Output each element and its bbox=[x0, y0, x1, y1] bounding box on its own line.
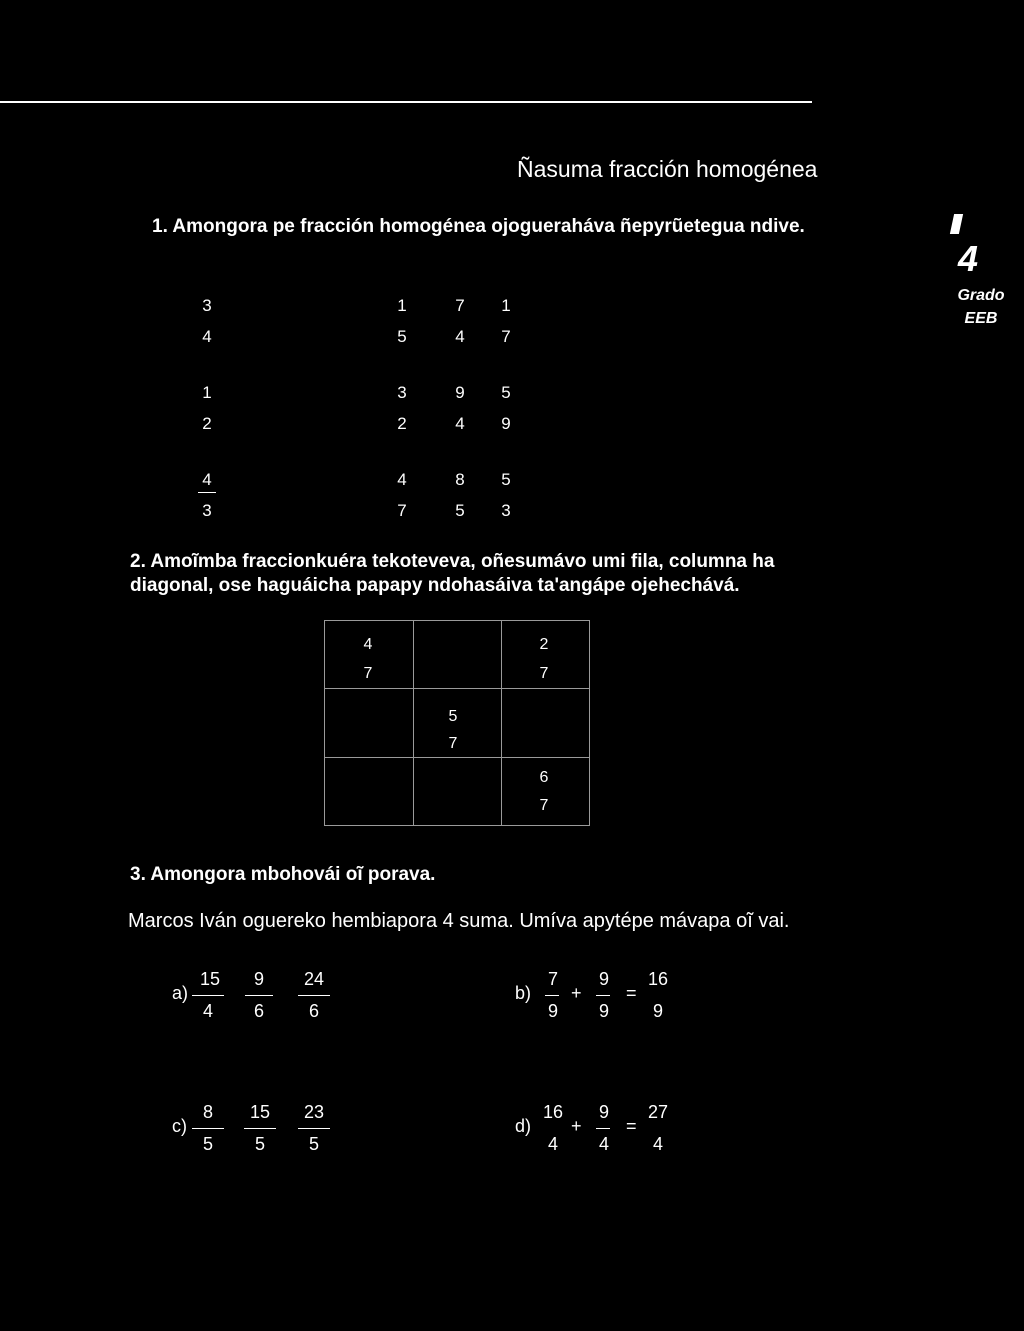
grade-number: 4 bbox=[958, 238, 979, 279]
cell-numerator: 5 bbox=[448, 708, 458, 725]
numerator: 27 bbox=[647, 1102, 669, 1122]
option-numerator: 4 bbox=[397, 470, 407, 489]
denominator: 9 bbox=[547, 1001, 558, 1021]
denominator: 6 bbox=[253, 1001, 264, 1021]
fraction-bar bbox=[192, 995, 224, 996]
grade-label: Grado bbox=[957, 287, 1005, 304]
page-title: Ñasuma fracción homogénea bbox=[517, 156, 818, 182]
denominator: 4 bbox=[598, 1134, 609, 1154]
fraction-bar bbox=[298, 995, 330, 996]
option-numerator: 3 bbox=[397, 383, 407, 402]
top-rule bbox=[0, 101, 812, 103]
equals-sign: = bbox=[626, 1116, 637, 1136]
fraction-bar bbox=[545, 995, 559, 996]
lead-numerator: 4 bbox=[202, 470, 212, 489]
cell-numerator: 2 bbox=[539, 636, 549, 653]
fraction-bar bbox=[244, 1128, 276, 1129]
lead-denominator: 2 bbox=[202, 414, 212, 433]
numerator: 7 bbox=[547, 969, 558, 989]
numerator: 9 bbox=[253, 969, 264, 989]
denominator: 6 bbox=[308, 1001, 319, 1021]
plus-sign: + bbox=[571, 1116, 582, 1136]
option-numerator: 9 bbox=[455, 383, 465, 402]
item-label: c) bbox=[172, 1116, 187, 1136]
numerator: 23 bbox=[303, 1102, 325, 1122]
numerator: 9 bbox=[598, 969, 609, 989]
option-denominator: 9 bbox=[501, 414, 511, 433]
numerator: 9 bbox=[598, 1102, 609, 1122]
fraction-bar bbox=[298, 1128, 330, 1129]
cell-denominator: 7 bbox=[539, 665, 549, 682]
lead-numerator: 1 bbox=[202, 383, 212, 402]
option-numerator: 1 bbox=[501, 296, 511, 315]
question-2-line-1: 2. Amoĩmba fraccionkuéra tekoteveva, oñesumávo umi fila, columna ha bbox=[130, 551, 775, 572]
question-3-sentence: Marcos Iván oguereko hembiapora 4 suma. Umíva apytépe mávapa oĩ vai. bbox=[128, 910, 790, 932]
fraction-bar bbox=[245, 995, 273, 996]
numerator: 16 bbox=[647, 969, 669, 989]
numerator: 16 bbox=[542, 1102, 564, 1122]
numerator: 24 bbox=[303, 969, 325, 989]
option-numerator: 5 bbox=[501, 470, 511, 489]
cell-denominator: 7 bbox=[539, 797, 549, 814]
cell-denominator: 7 bbox=[363, 665, 373, 682]
option-denominator: 4 bbox=[455, 414, 465, 433]
option-numerator: 8 bbox=[455, 470, 465, 489]
option-denominator: 5 bbox=[397, 327, 407, 346]
option-numerator: 1 bbox=[397, 296, 407, 315]
fraction-bar bbox=[596, 1128, 610, 1129]
numerator: 15 bbox=[199, 969, 221, 989]
denominator: 5 bbox=[308, 1134, 319, 1154]
option-numerator: 7 bbox=[455, 296, 465, 315]
lead-denominator: 4 bbox=[202, 327, 212, 346]
denominator: 4 bbox=[547, 1134, 558, 1154]
badge-mark bbox=[950, 214, 963, 234]
item-label: a) bbox=[172, 983, 189, 1003]
option-denominator: 5 bbox=[455, 501, 465, 520]
numerator: 15 bbox=[249, 1102, 271, 1122]
option-denominator: 3 bbox=[501, 501, 511, 520]
option-numerator: 5 bbox=[501, 383, 511, 402]
grid-line bbox=[325, 757, 589, 758]
option-denominator: 4 bbox=[455, 327, 465, 346]
denominator: 4 bbox=[652, 1134, 663, 1154]
denominator: 9 bbox=[652, 1001, 663, 1021]
denominator: 4 bbox=[202, 1001, 213, 1021]
denominator: 9 bbox=[598, 1001, 609, 1021]
plus-sign: + bbox=[571, 983, 582, 1003]
lead-denominator: 3 bbox=[202, 501, 212, 520]
grid-line bbox=[501, 621, 502, 825]
fraction-bar bbox=[192, 1128, 224, 1129]
cell-numerator: 6 bbox=[539, 769, 549, 786]
grid-line bbox=[413, 621, 414, 825]
option-denominator: 2 bbox=[397, 414, 407, 433]
option-denominator: 7 bbox=[397, 501, 407, 520]
magic-square-grid bbox=[324, 620, 590, 826]
item-label: d) bbox=[515, 1116, 532, 1136]
cell-numerator: 4 bbox=[363, 636, 373, 653]
denominator: 5 bbox=[202, 1134, 213, 1154]
question-1: 1. Amongora pe fracción homogénea ojoguerahávа ñepyrũetegua ndive. bbox=[152, 216, 805, 237]
level-label: EEB bbox=[964, 310, 998, 327]
fraction-bar bbox=[596, 995, 610, 996]
cell-denominator: 7 bbox=[448, 735, 458, 752]
lead-numerator: 3 bbox=[202, 296, 212, 315]
denominator: 5 bbox=[254, 1134, 265, 1154]
fraction-bar bbox=[198, 492, 216, 493]
option-denominator: 7 bbox=[501, 327, 511, 346]
item-label: b) bbox=[515, 983, 532, 1003]
question-3: 3. Amongora mbohovái oĩ porava. bbox=[130, 864, 436, 885]
numerator: 8 bbox=[202, 1102, 213, 1122]
grid-line bbox=[325, 688, 589, 689]
equals-sign: = bbox=[626, 983, 637, 1003]
question-2-line-2: diagonal, ose haguáicha papapy ndohasáiva ta'angápe ojehechává. bbox=[130, 575, 740, 596]
